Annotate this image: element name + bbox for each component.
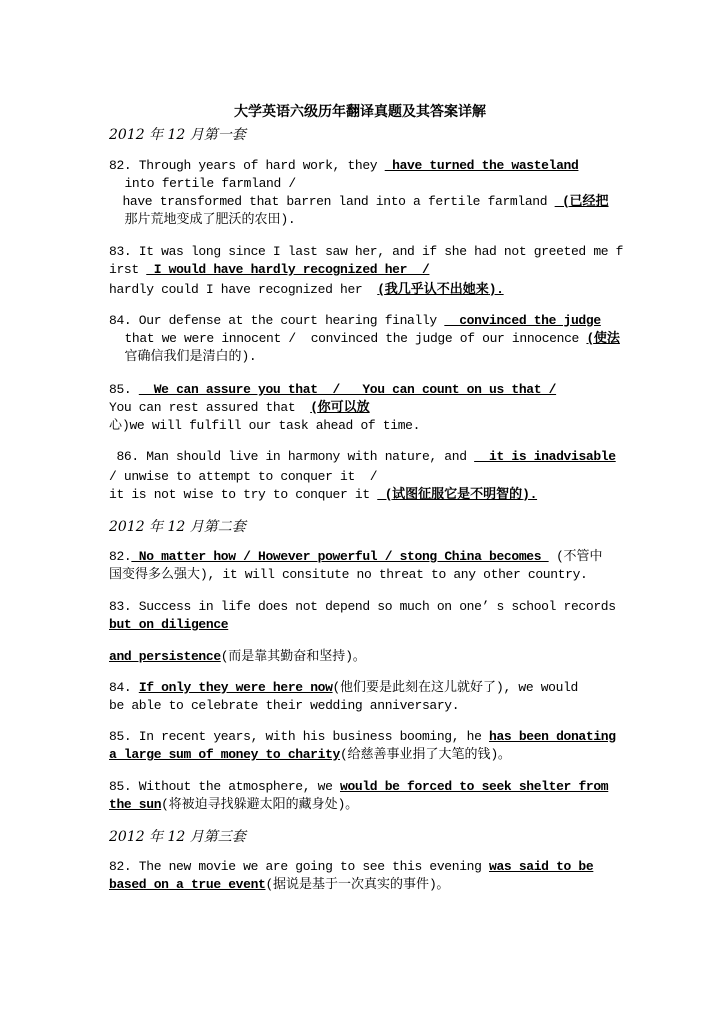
answer-text: but on diligence (109, 617, 229, 632)
question-line (117, 330, 620, 348)
question-line (109, 876, 449, 894)
question-line (109, 566, 587, 584)
question-line (109, 381, 556, 399)
question-line (117, 175, 296, 193)
question-line (109, 312, 601, 330)
answer-text: (已经把 (554, 194, 609, 209)
question-text: (将被迫寻找躲避太阳的藏身处)。 (161, 797, 359, 812)
question-text: (据说是基于一次真实的事件)。 (265, 877, 450, 892)
question-text: / unwise to attempt to conquer it / (109, 469, 393, 484)
question-text: be able to celebrate their wedding anniversary. (109, 698, 460, 713)
question-line (109, 548, 603, 566)
question-text: 83. Success in life does not depend so much on one’ s school records (109, 599, 616, 614)
answer-text: it is inadvisable (474, 449, 616, 464)
answer-text: have turned the wasteland (384, 158, 579, 173)
question-text: 82. Through years of hard work, they (109, 158, 385, 173)
question-text: irst (109, 262, 147, 277)
question-line (109, 261, 429, 279)
answer-text: would be forced to seek shelter from (340, 779, 609, 794)
question-text: (他们要是此刻在这儿就好了), we would (332, 680, 578, 695)
question-text: You can rest assured that (109, 400, 311, 415)
question-text: 83. It was long since I last saw her, and if she had not greeted me f (109, 244, 624, 259)
question-text: 85. Without the atmosphere, we (109, 779, 340, 794)
question-line (109, 746, 511, 764)
answer-text: based on a true event (109, 877, 266, 892)
question-line (109, 417, 420, 435)
answer-text: and persistence (109, 649, 221, 664)
question-text: 84. Our defense at the court hearing finally (109, 313, 445, 328)
document-title: 大学英语六级历年翻译真题及其答案详解 (234, 104, 486, 120)
question-line (115, 193, 609, 211)
question-line (109, 778, 608, 796)
question-text: 85. In recent years, with his business booming, he (109, 729, 490, 744)
answer-text: (试图征服它是不明智的). (377, 487, 538, 502)
answer-text: (你可以放 (310, 400, 370, 415)
question-line (109, 648, 366, 666)
question-line (109, 796, 358, 814)
question-line (109, 728, 616, 746)
section-heading: 2012 年 12 月第三套 (109, 829, 246, 845)
answer-text: a large sum of money to charity (109, 747, 340, 762)
answer-text: was said to be (489, 859, 594, 874)
answer-text: (我几乎认不出她来). (377, 282, 504, 297)
question-line (109, 858, 593, 876)
answer-text: We can assure you that / You can count on us that / (138, 382, 557, 397)
question-text: (给慈善事业捐了大笔的钱)。 (340, 747, 511, 762)
question-line (109, 399, 370, 417)
question-text: it is not wise to try to conquer it (109, 487, 378, 502)
answer-text: convinced the judge (444, 313, 601, 328)
question-line (117, 348, 256, 366)
answer-text: I would have hardly recognized her / (146, 262, 430, 277)
question-text: into fertile farmland / (117, 176, 296, 191)
question-text: (不管中 (548, 549, 603, 564)
answer-text: If only they were here now (138, 680, 333, 695)
answer-text: the sun (109, 797, 162, 812)
answer-text: No matter how / However powerful / stong China becomes (131, 549, 549, 564)
question-line (109, 679, 578, 697)
question-line (109, 486, 537, 504)
question-line (109, 157, 578, 175)
answer-text: has been donating (489, 729, 616, 744)
question-text: 82. (109, 549, 132, 564)
question-line (109, 468, 392, 486)
question-text: (而是靠其勤奋和坚持)。 (220, 649, 366, 664)
section-heading: 2012 年 12 月第一套 (109, 127, 246, 143)
question-line (109, 616, 228, 634)
question-text: 84. (109, 680, 139, 695)
question-text: have transformed that barren land into a fertile farmland (115, 194, 555, 209)
answer-text: (使法 (586, 331, 620, 346)
question-text: 85. (109, 382, 139, 397)
question-text: 官确信我们是清白的). (124, 349, 257, 364)
question-line (109, 243, 623, 261)
question-text: 那片荒地变成了肥沃的农田). (124, 212, 296, 227)
question-text: that we were innocent / convinced the judge of our innocence (117, 331, 587, 346)
question-line (109, 598, 616, 616)
question-text: 86. Man should live in harmony with nature, and (109, 449, 475, 464)
section-heading: 2012 年 12 月第二套 (109, 519, 246, 535)
question-text: hardly could I have recognized her (109, 282, 378, 297)
question-line (109, 697, 459, 715)
question-text: 国变得多么强大), it will consitute no threat to any other country. (109, 567, 588, 582)
question-line (109, 281, 504, 299)
question-text: 心)we will fulfill our task ahead of time. (109, 418, 421, 433)
question-text: 82. The new movie we are going to see this evening (109, 859, 490, 874)
question-line (109, 448, 616, 466)
question-line (117, 211, 295, 229)
